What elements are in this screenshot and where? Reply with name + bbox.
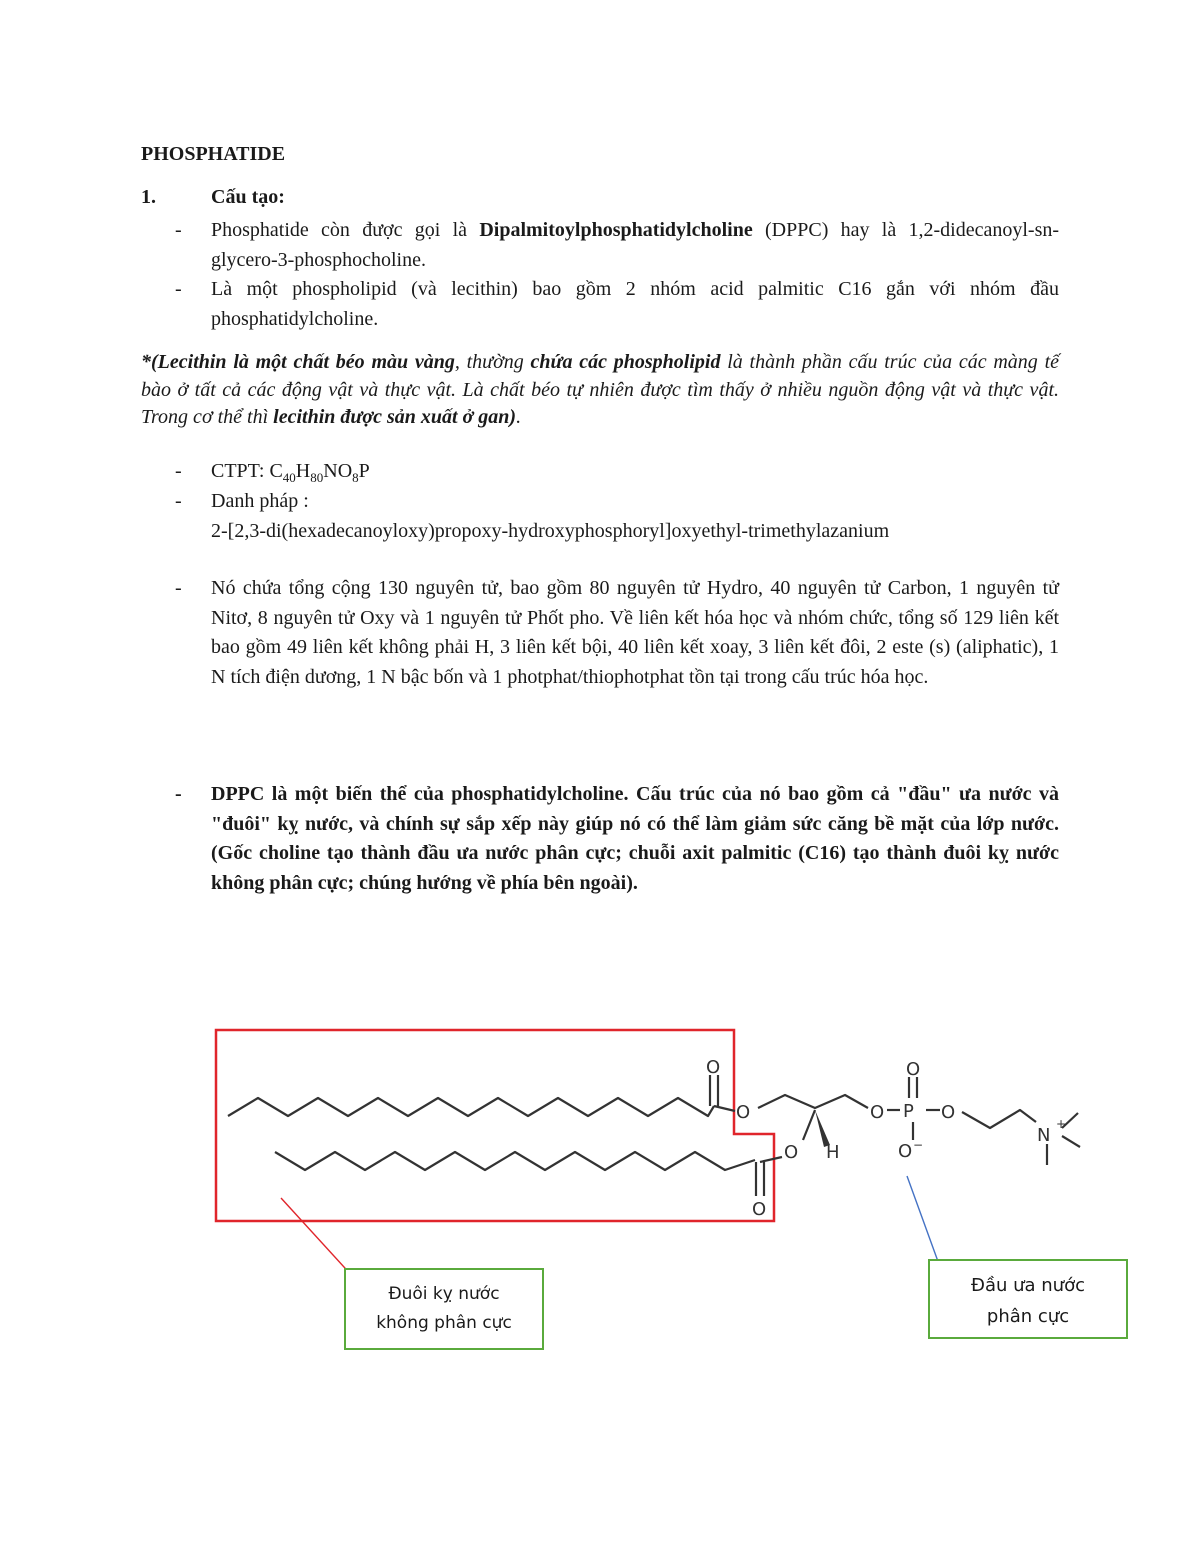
charge-minus: − (913, 1138, 924, 1152)
note-text: , thường (454, 351, 531, 373)
atom-o: O (906, 1059, 921, 1080)
formula-text: H (295, 460, 311, 482)
formula-text: P (358, 460, 370, 482)
section-number: 1. (141, 186, 156, 208)
head-label: Đầu ưa nước phân cực (971, 1275, 1085, 1327)
formula-text: CTPT: C (211, 460, 283, 482)
tail-label: Đuôi kỵ nước không phân cực (376, 1284, 512, 1333)
atom-o: O (706, 1057, 721, 1078)
item-text: Phosphatide còn được gọi là (211, 219, 480, 241)
atom-p: P (903, 1101, 914, 1122)
note-text: . (516, 406, 522, 428)
formula-sub: 8 (352, 470, 359, 485)
formula-sub: 80 (310, 470, 324, 485)
item-text: (DPPC) hay là 1,2-didecanoyl-sn-glycero-3-phosphocholine. (211, 219, 1060, 271)
tail-highlight-box (216, 1030, 774, 1221)
atom-h: H (826, 1142, 840, 1163)
choline-chain (962, 1110, 1036, 1128)
atom-o: O (870, 1102, 885, 1123)
glycerol-backbone (758, 1095, 868, 1108)
upper-fatty-chain (228, 1098, 714, 1116)
note-bold: lecithin được sản xuất ở gan) (273, 406, 517, 428)
formula-text: NO (323, 460, 353, 482)
atom-o: O (752, 1199, 767, 1220)
atom-o: O (784, 1142, 799, 1163)
charge-plus: + (1056, 1117, 1067, 1131)
section-label: Cấu tạo: (211, 186, 285, 208)
item-text: Nó chứa tổng cộng 130 nguyên tử, bao gồm 80 nguyên tử Hydro, 40 nguyên tử Carbon, 1 nguyên tử Nitơ, 8 nguyên tử Oxy và 1 nguyên tử Phốt pho. Về liên kết hóa học và nhóm chức, tổng số 129 liên kết bao gồm 49 liên kết không phải H, 3 liên kết bội, 40 liên kết xoay, 3 liên kết đôi, 2 este (s) (aliphatic), 1 N tích điện dương, 1 N bậc bốn và 1 photphat/thiophotphat tồn tại trong cấu trúc hóa học. (211, 577, 1059, 688)
atom-o: O (941, 1102, 956, 1123)
formula-sub: 40 (282, 470, 296, 485)
head-label-box (928, 1259, 1128, 1339)
note-bold: là một chất béo màu vàng (233, 351, 455, 373)
atom-o: O (898, 1141, 913, 1162)
item-text: Là một phospholipid (và lecithin) bao gồm 2 nhóm acid palmitic C16 gắn với nhóm đầu phosphatidylcholine. (211, 278, 1059, 330)
item-text: DPPC là một biến thể của phosphatidylcholine. Cấu trúc của nó bao gồm cả "đầu" ưa nước và "đuôi" kỵ nước, và chính sự sắp xếp này giúp nó có thể làm giảm sức căng bề mặt của lớp nước. (Gốc choline tạo thành đầu ưa nước phân cực; chuỗi axit palmitic (C16) tạo thành đuôi kỵ nước không phân cực; chúng hướng về phía bên ngoài). (211, 783, 1059, 894)
item-bold-term: Dipalmitoylphosphatidylcholine (479, 219, 753, 241)
atom-n: N (1037, 1125, 1051, 1146)
lower-fatty-chain (275, 1152, 755, 1170)
atom-o: O (736, 1102, 751, 1123)
note-text: *(Lecithin (141, 351, 234, 373)
note-text: là thành phần cấu trúc của các màng tế bào ở tất cả các động vật và thực vật. Là chất béo tự nhiên được tìm thấy ở nhiều nguồn động vật và thực vật. Trong cơ thể thì (141, 351, 1060, 428)
document-heading: PHOSPHATIDE (141, 143, 286, 165)
tail-label-box (344, 1268, 544, 1350)
note-bold: chứa các phospholipid (530, 351, 721, 373)
nomenclature-label: - Danh pháp : (211, 490, 309, 512)
nomenclature-value: 2-[2,3-di(hexadecanoyloxy)propoxy-hydroxyphosphoryl]oxyethyl-trimethylazanium (211, 519, 890, 542)
